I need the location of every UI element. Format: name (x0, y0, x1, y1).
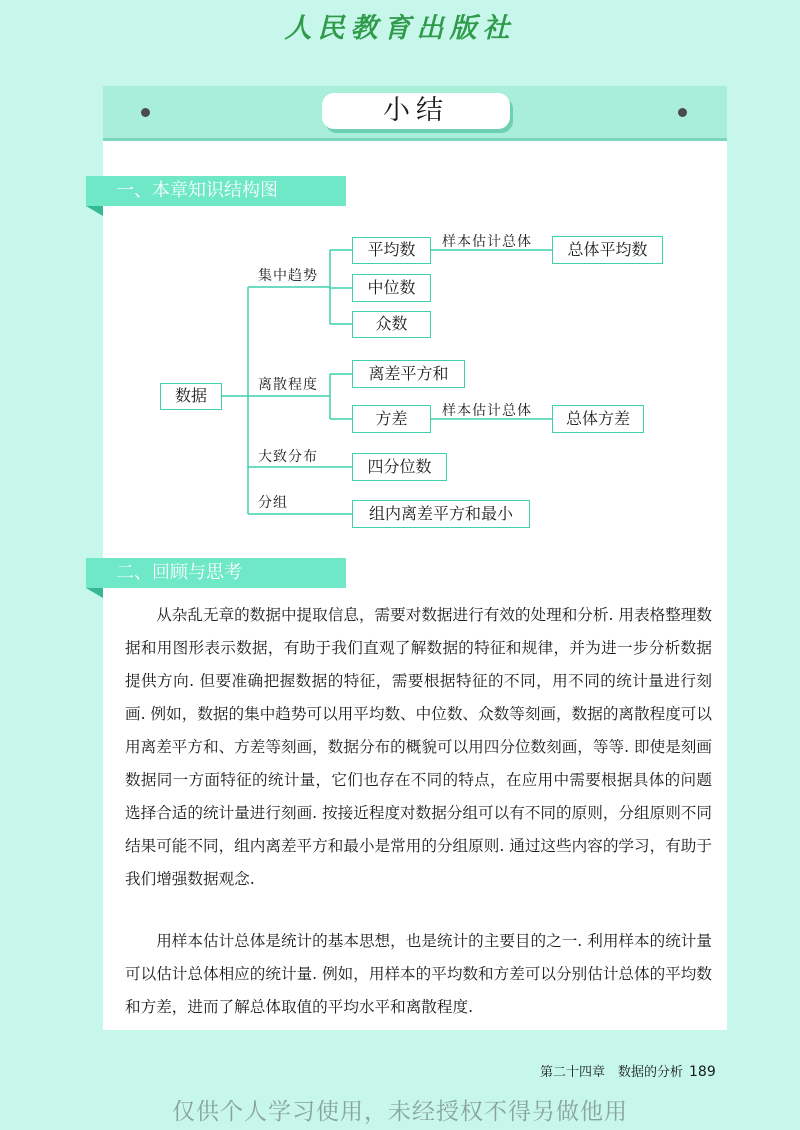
section-fold-2 (86, 588, 103, 598)
publisher-logo: 人民教育出版社 (284, 13, 516, 44)
chapter-title: 第二十四章 数据的分析 (540, 1065, 684, 1080)
node-quartile: 四分位数 (352, 453, 447, 481)
branch-label-central-tendency: 集中趋势 (258, 268, 318, 284)
review-paragraph-2: 用样本估计总体是统计的基本思想，也是统计的主要目的之一. 利用样本的统计量可以估计总体相应的统计量. 例如，用样本的平均数和方差可以分别估计总体的平均数和方差，进而了解总体取值的平均水平和离散程度. (125, 932, 712, 1016)
node-data: 数据 (160, 383, 222, 410)
branch-label-grouping: 分组 (258, 495, 288, 511)
page-number: 189 (689, 1064, 716, 1080)
node-population-variance: 总体方差 (552, 405, 644, 433)
page-footer (540, 1061, 716, 1080)
node-variance: 方差 (352, 405, 431, 433)
node-median: 中位数 (352, 274, 431, 302)
node-grouping-principle: 组内离差平方和最小 (352, 500, 530, 528)
branch-label-distribution: 大致分布 (258, 449, 318, 465)
branch-label-dispersion: 离散程度 (258, 377, 318, 393)
watermark: 仅供个人学习使用，未经授权不得另做他用 (172, 1099, 628, 1125)
node-population-mean: 总体平均数 (552, 236, 663, 264)
page-title: 小结 (322, 93, 510, 129)
review-paragraph-1: 从杂乱无章的数据中提取信息，需要对数据进行有效的处理和分析. 用表格整理数据和用图形表示数据，有助于我们直观了解数据的特征和规律，并为进一步分析数据提供方向. 但要准确把握数据的特征，需要根据特征的不同，用不同的统计量进行刻画. 例如，数据的集中趋势可以用平均数、中位数、众数等刻画，数据的离散程度可以用离差平方和、方差等刻画，数据分布的概貌可以用四分位数刻画，等等. 即使是刻画数据同一方面特征的统计量，它们也存在不同的特点，在应用中需要根据具体的问题选择合适的统计量进行刻画. 按接近程度对数据分组可以有不同的原则，分组原则不同结果可能不同，组内离差平方和最小是常用的分组原则. 通过这些内容的学习，有助于我们增强数据观念. (125, 606, 712, 888)
section-heading-structure: 一、本章知识结构图 (86, 176, 346, 206)
node-sum-of-squares: 离差平方和 (352, 360, 465, 388)
node-mean: 平均数 (352, 237, 431, 264)
edge-label-sample-estimate-mean: 样本估计总体 (442, 234, 532, 250)
section-heading-review: 二、回顾与思考 (86, 558, 346, 588)
edge-label-sample-estimate-variance: 样本估计总体 (442, 403, 532, 419)
node-mode: 众数 (352, 311, 431, 338)
